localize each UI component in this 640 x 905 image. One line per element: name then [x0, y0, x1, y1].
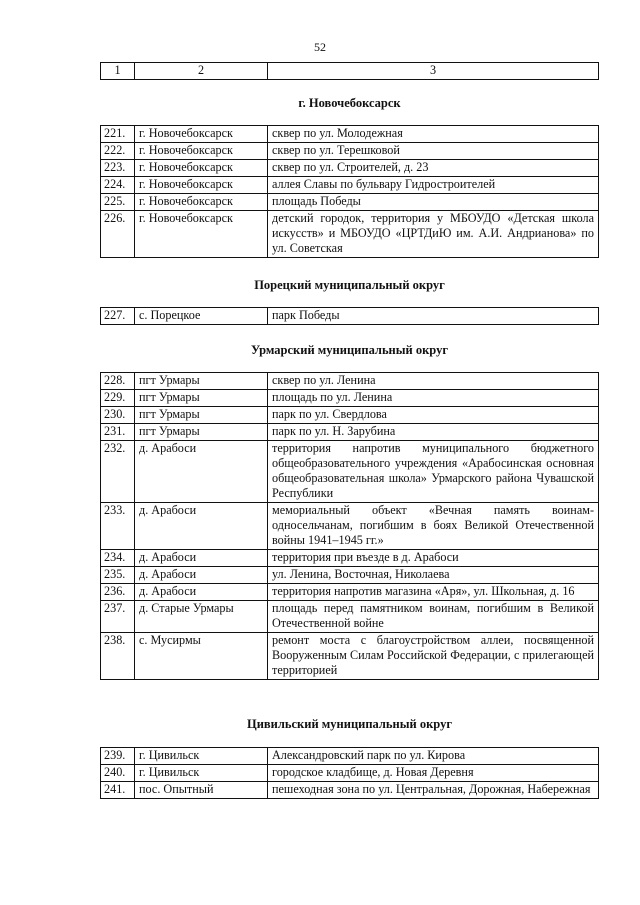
row-locality: с. Мусирмы: [135, 633, 268, 680]
table-row: [101, 373, 599, 390]
section-title-novocheboksarsk: г. Новочебоксарск: [298, 96, 401, 110]
row-locality: д. Арабоси: [135, 503, 268, 550]
table-row: [101, 584, 599, 601]
row-object: сквер по ул. Строителей, д. 23: [268, 160, 599, 177]
section-title-poretsky: Порецкий муниципальный округ: [254, 278, 445, 292]
row-locality: г. Новочебоксарск: [135, 143, 268, 160]
row-locality: г. Новочебоксарск: [135, 211, 268, 258]
row-number: 237.: [101, 601, 135, 633]
row-locality: г. Новочебоксарск: [135, 160, 268, 177]
row-locality: пгт Урмары: [135, 424, 268, 441]
table-row: [101, 601, 599, 633]
row-object: территория напротив муниципального бюджетного общеобразовательного учреждения «Арабосинская основная общеобразовательная школа» Урмарского района Чувашской Республики: [268, 441, 599, 503]
page-number: 52: [314, 40, 326, 54]
row-locality: с. Порецкое: [135, 308, 268, 325]
row-locality: пос. Опытный: [135, 782, 268, 799]
row-object: сквер по ул. Терешковой: [268, 143, 599, 160]
row-object: территория при въезде в д. Арабоси: [268, 550, 599, 567]
table-row: [101, 748, 599, 765]
table-row: [101, 308, 599, 325]
row-object: ремонт моста с благоустройством аллеи, посвященной Вооруженным Силам Российской Федерации, с прилегающей территорией: [268, 633, 599, 680]
row-object: площадь Победы: [268, 194, 599, 211]
row-locality: г. Новочебоксарск: [135, 177, 268, 194]
table-row: [101, 633, 599, 680]
table-row: [101, 211, 599, 258]
row-object: Александровский парк по ул. Кирова: [268, 748, 599, 765]
row-number: 239.: [101, 748, 135, 765]
table-row: [101, 160, 599, 177]
row-locality: г. Цивильск: [135, 765, 268, 782]
column-header-3: 3: [268, 63, 599, 80]
row-number: 236.: [101, 584, 135, 601]
row-object: парк Победы: [268, 308, 599, 325]
row-locality: д. Арабоси: [135, 441, 268, 503]
table-row: [101, 765, 599, 782]
table-row: [101, 407, 599, 424]
row-number: 222.: [101, 143, 135, 160]
row-locality: пгт Урмары: [135, 390, 268, 407]
table-row: [101, 143, 599, 160]
row-locality: д. Арабоси: [135, 567, 268, 584]
row-locality: д. Арабоси: [135, 550, 268, 567]
row-object: детский городок, территория у МБОУДО «Детская школа искусств» и МБОУДО «ЦРТДиЮ им. А.И. Андрианова» по ул. Советская: [268, 211, 599, 258]
section-title-tsivilsky: Цивильский муниципальный округ: [247, 717, 452, 731]
row-number: 235.: [101, 567, 135, 584]
table-row: [101, 424, 599, 441]
row-locality: г. Цивильск: [135, 748, 268, 765]
column-header-1: 1: [101, 63, 135, 80]
row-number: 223.: [101, 160, 135, 177]
table-row: [101, 567, 599, 584]
section-title-urmarsky: Урмарский муниципальный округ: [250, 343, 449, 357]
row-number: 224.: [101, 177, 135, 194]
table-row: [101, 782, 599, 799]
table-row: [101, 194, 599, 211]
row-number: 227.: [101, 308, 135, 325]
row-number: 226.: [101, 211, 135, 258]
row-number: 228.: [101, 373, 135, 390]
row-number: 232.: [101, 441, 135, 503]
table-row: [101, 390, 599, 407]
row-object: городское кладбище, д. Новая Деревня: [268, 765, 599, 782]
table-row: [101, 177, 599, 194]
row-number: 234.: [101, 550, 135, 567]
row-object: сквер по ул. Ленина: [268, 373, 599, 390]
row-locality: д. Арабоси: [135, 584, 268, 601]
row-number: 221.: [101, 126, 135, 143]
row-object: пешеходная зона по ул. Центральная, Дорожная, Набережная: [268, 782, 599, 799]
section-table-poretsky: [100, 307, 599, 325]
row-number: 233.: [101, 503, 135, 550]
row-object: территория напротив магазина «Аря», ул. Школьная, д. 16: [268, 584, 599, 601]
row-locality: пгт Урмары: [135, 407, 268, 424]
row-object: сквер по ул. Молодежная: [268, 126, 599, 143]
row-object: площадь по ул. Ленина: [268, 390, 599, 407]
row-object: аллея Славы по бульвару Гидростроителей: [268, 177, 599, 194]
table-row: [101, 503, 599, 550]
section-table-tsivilsky: [100, 747, 599, 799]
row-locality: д. Старые Урмары: [135, 601, 268, 633]
row-locality: г. Новочебоксарск: [135, 194, 268, 211]
table-row: [101, 126, 599, 143]
row-number: 225.: [101, 194, 135, 211]
column-header-row: [101, 63, 599, 80]
section-table-urmarsky: [100, 372, 599, 680]
row-locality: пгт Урмары: [135, 373, 268, 390]
table-row: [101, 441, 599, 503]
row-object: парк по ул. Свердлова: [268, 407, 599, 424]
row-number: 240.: [101, 765, 135, 782]
row-number: 229.: [101, 390, 135, 407]
column-header-2: 2: [135, 63, 268, 80]
row-number: 238.: [101, 633, 135, 680]
section-table-novocheboksarsk: [100, 125, 599, 258]
row-number: 241.: [101, 782, 135, 799]
table-row: [101, 550, 599, 567]
row-number: 231.: [101, 424, 135, 441]
column-header-table: [100, 62, 599, 80]
row-number: 230.: [101, 407, 135, 424]
row-locality: г. Новочебоксарск: [135, 126, 268, 143]
row-object: ул. Ленина, Восточная, Николаева: [268, 567, 599, 584]
row-object: площадь перед памятником воинам, погибшим в Великой Отечественной войне: [268, 601, 599, 633]
row-object: мемориальный объект «Вечная память воинам-односельчанам, погибшим в боях Великой Отечественной войны 1941–1945 гг.»: [268, 503, 599, 550]
row-object: парк по ул. Н. Зарубина: [268, 424, 599, 441]
